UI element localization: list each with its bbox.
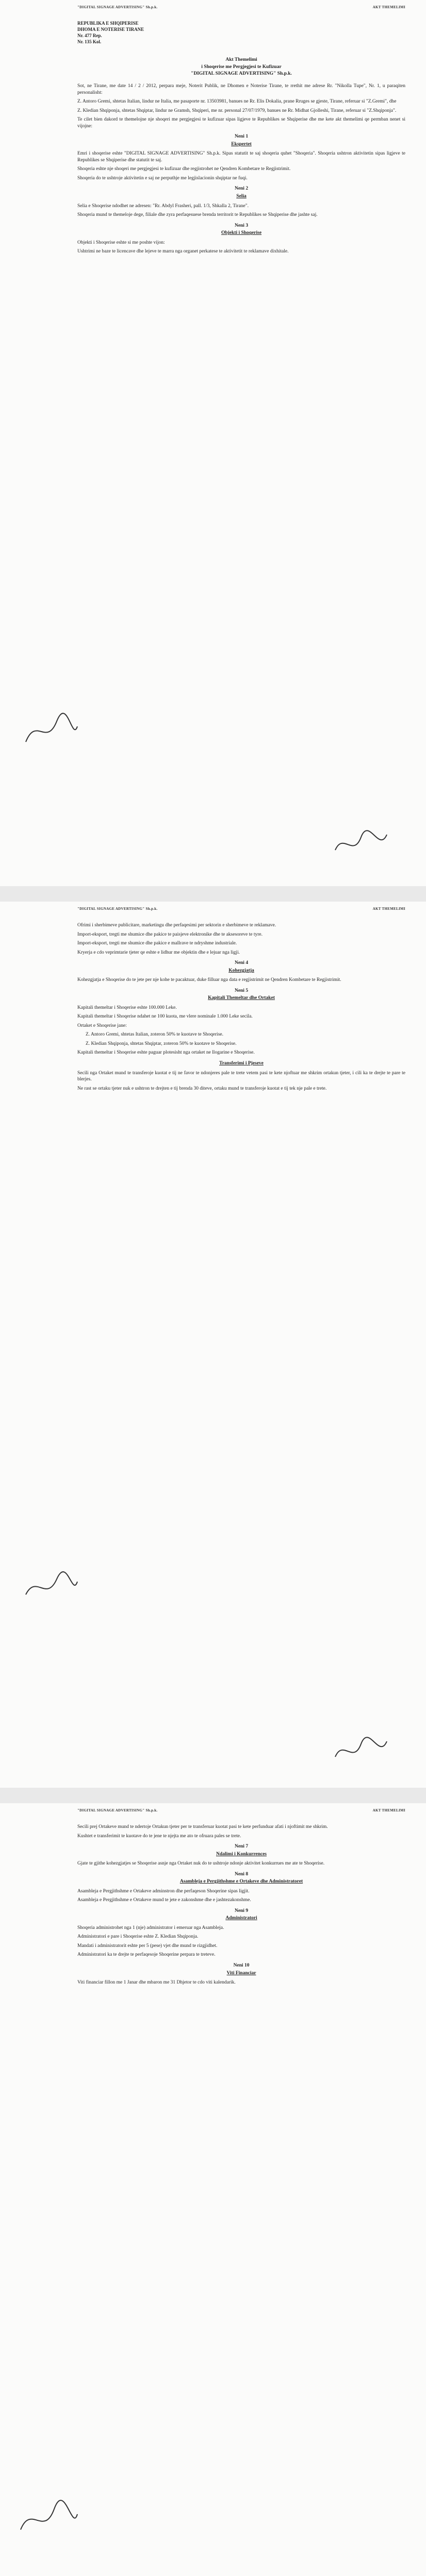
signature-mark	[15, 2499, 83, 2545]
clause: Z. Kledian Shqiponja, shtetas Shqiptar, zoteron 50% te kuotave te Shoqerise.	[86, 1041, 237, 1046]
article-title: Selia	[236, 194, 247, 199]
clause: Secili nga Ortaket mund te transferoje kuotat e tij ne favor te ndonjeres pale te trete vetem pasi te kete njoftuar me shkrim ortakun tjeter, i cili ka te drejte te pare te blerjes.	[77, 1070, 405, 1082]
article-title: Viti Financiar	[226, 1970, 256, 1976]
document-page-2	[0, 902, 426, 1788]
clause: Kushtet e transferimit te kuotave do te jene te njejta me ato te ofruara pales se trete.	[77, 1833, 241, 1839]
clause: Ofrimi i sherbimeve publicitare, marketingu dhe perfaqesimi per sektorin e sherbimeve te reklamave.	[77, 923, 276, 928]
article-title: Objekti i Shoqerise	[221, 230, 262, 236]
clause: Selia e Shoqerise ndodhet ne adresen: "Rr. Abdyl Frasheri, pall. 1/3, Shkalla 2, Tirane".	[77, 203, 249, 209]
document-page-1	[0, 0, 426, 886]
clause: Administratori ka te drejte te perfaqesoje Shoqerine perpara te treteve.	[77, 1952, 216, 1958]
article-number: Neni 8	[234, 1871, 249, 1877]
article-number: Neni 7	[234, 1844, 249, 1850]
clause: Shoqeria administrohet nga 1 (nje) administrator i emeruar nga Asambleja.	[77, 1925, 224, 1930]
article-title: Ndalimi i Konkurrences	[216, 1851, 267, 1857]
clause: Kryerja e cdo veprimtarie tjeter qe eshte e lidhur me objektin dhe e lejuar nga ligji.	[77, 950, 240, 955]
article-number: Neni 2	[234, 186, 249, 192]
republic-heading: REPUBLIKA E SHQIPERISE DHOMA E NOTERISE TIRANE Nr. 477 Rep. Nr. 135 Kol.	[77, 21, 144, 44]
clause: Shoqeria mund te themeloje dege, filiale dhe zyra perfaqesuese brenda territorit te Republikes se Shqiperise dhe jashte saj.	[77, 212, 318, 218]
signature-mark	[21, 1566, 83, 1607]
signature-mark	[21, 711, 83, 752]
page3-body	[77, 1824, 405, 1989]
clause: Asambleja e Pergjithshme e Ortakeve mund te jete e zakonshme dhe e jashtezakonshme.	[77, 1897, 251, 1903]
clause: Mandati i administratorit eshte per 5 (pese) vjet dhe mund te rizgjidhet.	[77, 1943, 218, 1948]
clause: Emri i shoqerise eshte "DIGITAL SIGNAGE ADVERTISING" Sh.p.k. Sipas statutit te saj shoqeria quhet "Shoqeria". Shoqeria ushtron aktivitetin sipas ligjeve te Republikes se Shqiperise dhe statutit te saj.	[77, 151, 405, 163]
clause: Asambleja e Pergjithshme e Ortakeve adminstron dhe perfaqeson Shoqerine sipas ligjit.	[77, 1888, 250, 1894]
document-page-3	[0, 1803, 426, 2576]
company-name: "DIGITAL SIGNAGE ADVERTISING" Sh.p.k.	[191, 71, 292, 76]
running-header: "DIGITAL SIGNAGE ADVERTISING" Sh.p.k. AKT THEMELIMI	[77, 907, 405, 911]
party-1: Z. Antoro Gremi, shtetas Italian, lindur ne Italia, me pasaporte nr. 13503981, banues ne Rr. Elis Dokalia, prane Rruges se gjeste, Tirane, referuar si "Z.Gremi", dhe	[77, 99, 397, 105]
clause: Objekti i Shoqerise eshte si me poshte vijon:	[77, 240, 165, 245]
article-title: Ekspertet	[231, 141, 252, 147]
article-title: Asambleja e Pergjithshme e Ortakeve dhe Administratoret	[179, 1879, 303, 1885]
clause: Viti financiar fillon me 1 Janar dhe mbaron me 31 Dhjetor te cdo viti kalendarik.	[77, 1980, 236, 1986]
article-number: Neni 4	[234, 960, 249, 966]
article-title: Transferimi i Pjeseve	[219, 1060, 264, 1066]
article-number: Neni 3	[234, 223, 249, 228]
clause: Ushtrimi ne baze te licencave dhe lejeve te marra nga organet perkatese te aktivitetit te reklamave dixhitale.	[77, 249, 289, 255]
clause: Z. Antoro Gremi, shtetas Italian, zoteron 50% te kuotave te Shoqerise.	[86, 1032, 223, 1038]
party-2: Z. Kledian Shqiponja, shtetas Shqiptar, lindur ne Gramsh, Shqiperi, me nr. personal 27/07/1979, banues ne Rr. Midhat Gjolleshi, Tirane, referuar si "Z.Shqiponja".	[77, 108, 397, 113]
agreement-paragraph: Te cilet bien dakord te themelojne nje shoqeri me pergjegjesi te kufizuar sipas ligjeve te Republikes se Shqiperise dhe me kete akt themelimi qe permban nenet si vijojne:	[77, 117, 405, 129]
clause: Import-eksport, tregti me shumice dhe pakice te paisjeve elektronike dhe te aksesoreve te tyre.	[77, 931, 263, 937]
article-number: Neni 10	[233, 1962, 250, 1968]
clause: Kapitali themeltar i Shoqerise eshte paguar plotesisht nga ortaket ne llogarine e Shoqerise.	[77, 1050, 255, 1056]
clause: Administratori e pare i Shoqerise eshte Z. Kledian Shqiponja.	[77, 1934, 199, 1940]
article-number: Neni 1	[234, 134, 249, 140]
clause: Import-eksport, tregti me shumice dhe pakice e mallrave te ndryshme industriale.	[77, 941, 237, 946]
clause: Gjate te gjithe kohezgjatjes se Shoqerise asnje nga Ortaket nuk do te ushtroje ndonje aktivitet konkurrues me ate te Shoqerise.	[77, 1861, 325, 1867]
intro-paragraph: Sot, ne Tirane, me date 14 / 2 / 2012, perpara meje, Noterit Publik, ne Dhomen e Noterise Tirane, te rrethit me adrese Rr. "Nikolla Tupe", Nr. 1, u paraqiten personalisht:	[77, 83, 405, 95]
clause: Kohezgjatja e Shoqerise do te jete per nje kohe te pacaktuar, duke filluar nga data e regjistrimit ne Qendren Kombetare te Regjistrimit.	[77, 977, 341, 983]
clause: Kapitali themeltar i Shoqerise ndahet ne 100 kuota, me vlere nominale 1.000 Leke secila.	[77, 1014, 253, 1020]
signature-mark	[330, 1731, 392, 1772]
clause: Kapitali themeltar i Shoqerise eshte 100.000 Leke.	[77, 1005, 177, 1010]
page2-body	[77, 922, 405, 1094]
clause: Shoqeria do te ushtroje aktivitetin e saj ne perputhje me legjislacionin shqiptar ne fuqi.	[77, 175, 248, 181]
clause: Ortaket e Shoqerise jane:	[77, 1023, 127, 1028]
clause: Ne rast se ortaku tjeter nuk e ushtron te drejten e tij brenda 30 diteve, ortaku mund te transferoje kuotat e tij tek nje pale e trete.	[77, 1086, 327, 1091]
clause: Secili prej Ortakeve mund te ndertoje Ortakun tjeter per te transferuar kuotat pasi te kete perfunduar afati i njoftimit me shkrim.	[77, 1824, 328, 1829]
article-title: Kohezgjatja	[228, 968, 254, 973]
article-title: Kapitali Themeltar dhe Ortaket	[208, 995, 275, 1001]
article-number: Neni 5	[234, 988, 249, 993]
running-header: "DIGITAL SIGNAGE ADVERTISING" Sh.p.k. AKT THEMELIMI	[77, 1808, 405, 1812]
signature-mark	[330, 824, 392, 866]
doc-title: Akt Themelimi	[225, 57, 257, 62]
article-number: Neni 9	[234, 1908, 249, 1913]
running-header: "DIGITAL SIGNAGE ADVERTISING" Sh.p.k. AKT THEMELIMI	[77, 5, 405, 9]
page1-body	[77, 21, 405, 258]
article-title: Administratori	[225, 1916, 257, 1921]
clause: Shoqeria eshte nje shoqeri me pergjegjesi te kufizuar dhe regjistrohet ne Qendren Kombetare te Regjistrimit.	[77, 166, 291, 172]
doc-subtitle: i Shoqerise me Pergjegjesi te Kufizuar	[201, 64, 282, 70]
